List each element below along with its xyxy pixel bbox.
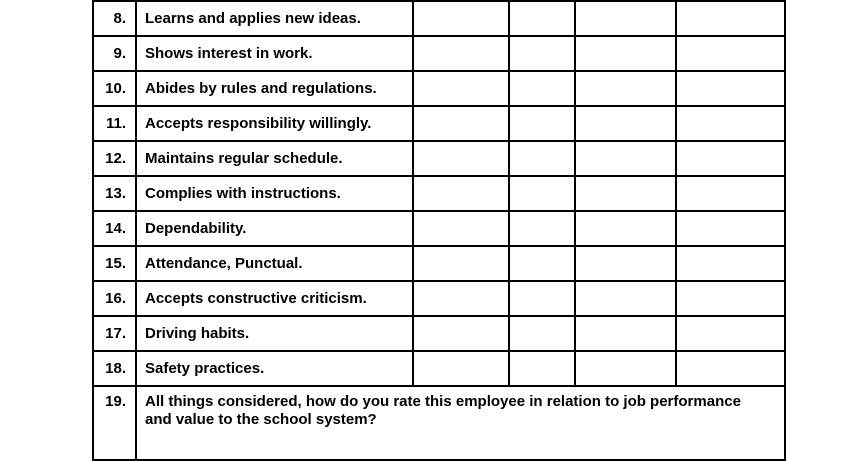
item-number: 10. bbox=[93, 71, 136, 106]
item-label: Accepts responsibility willingly. bbox=[136, 106, 413, 141]
item-number: 15. bbox=[93, 246, 136, 281]
rating-cell[interactable] bbox=[509, 1, 575, 36]
rating-cell[interactable] bbox=[413, 351, 509, 386]
item-label: Driving habits. bbox=[136, 316, 413, 351]
item-number: 19. bbox=[93, 386, 136, 460]
rating-cell[interactable] bbox=[509, 71, 575, 106]
rating-cell[interactable] bbox=[575, 351, 676, 386]
rating-cell[interactable] bbox=[676, 211, 785, 246]
rating-cell[interactable] bbox=[413, 281, 509, 316]
item-number: 17. bbox=[93, 316, 136, 351]
rating-cell[interactable] bbox=[413, 176, 509, 211]
table-row bbox=[93, 211, 785, 246]
overall-rating-question: All things considered, how do you rate this employee in relation to job performance and value to the school system? bbox=[136, 386, 785, 460]
rating-cell[interactable] bbox=[676, 281, 785, 316]
item-number: 12. bbox=[93, 141, 136, 176]
table-row bbox=[93, 386, 785, 460]
rating-cell[interactable] bbox=[676, 1, 785, 36]
rating-cell[interactable] bbox=[509, 36, 575, 71]
rating-cell[interactable] bbox=[676, 351, 785, 386]
item-label: Shows interest in work. bbox=[136, 36, 413, 71]
table-row bbox=[93, 71, 785, 106]
item-label: Maintains regular schedule. bbox=[136, 141, 413, 176]
rating-cell[interactable] bbox=[413, 71, 509, 106]
rating-cell[interactable] bbox=[413, 1, 509, 36]
table-row bbox=[93, 36, 785, 71]
rating-cell[interactable] bbox=[575, 36, 676, 71]
item-label: Accepts constructive criticism. bbox=[136, 281, 413, 316]
item-number: 9. bbox=[93, 36, 136, 71]
table-row bbox=[93, 1, 785, 36]
table-row bbox=[93, 281, 785, 316]
table-row bbox=[93, 176, 785, 211]
rating-cell[interactable] bbox=[676, 246, 785, 281]
rating-cell[interactable] bbox=[676, 176, 785, 211]
table-row bbox=[93, 141, 785, 176]
rating-cell[interactable] bbox=[575, 141, 676, 176]
evaluation-table bbox=[92, 0, 786, 461]
rating-cell[interactable] bbox=[575, 246, 676, 281]
rating-cell[interactable] bbox=[676, 316, 785, 351]
rating-cell[interactable] bbox=[575, 211, 676, 246]
rating-cell[interactable] bbox=[575, 106, 676, 141]
table-row bbox=[93, 106, 785, 141]
table-row bbox=[93, 316, 785, 351]
rating-cell[interactable] bbox=[509, 246, 575, 281]
rating-cell[interactable] bbox=[676, 106, 785, 141]
rating-cell[interactable] bbox=[413, 36, 509, 71]
item-label: Attendance, Punctual. bbox=[136, 246, 413, 281]
rating-cell[interactable] bbox=[413, 106, 509, 141]
item-number: 18. bbox=[93, 351, 136, 386]
item-number: 16. bbox=[93, 281, 136, 316]
item-number: 14. bbox=[93, 211, 136, 246]
rating-cell[interactable] bbox=[575, 316, 676, 351]
rating-cell[interactable] bbox=[575, 281, 676, 316]
rating-cell[interactable] bbox=[575, 71, 676, 106]
rating-cell[interactable] bbox=[676, 36, 785, 71]
rating-cell[interactable] bbox=[575, 1, 676, 36]
rating-cell[interactable] bbox=[509, 316, 575, 351]
table-row bbox=[93, 351, 785, 386]
rating-cell[interactable] bbox=[509, 211, 575, 246]
table-row bbox=[93, 246, 785, 281]
rating-cell[interactable] bbox=[676, 71, 785, 106]
rating-cell[interactable] bbox=[575, 176, 676, 211]
item-number: 13. bbox=[93, 176, 136, 211]
item-label: Abides by rules and regulations. bbox=[136, 71, 413, 106]
rating-cell[interactable] bbox=[413, 211, 509, 246]
rating-cell[interactable] bbox=[413, 246, 509, 281]
rating-cell[interactable] bbox=[509, 106, 575, 141]
item-label: Safety practices. bbox=[136, 351, 413, 386]
rating-cell[interactable] bbox=[509, 141, 575, 176]
rating-cell[interactable] bbox=[676, 141, 785, 176]
rating-cell[interactable] bbox=[509, 281, 575, 316]
rating-cell[interactable] bbox=[413, 316, 509, 351]
item-number: 8. bbox=[93, 1, 136, 36]
item-label: Learns and applies new ideas. bbox=[136, 1, 413, 36]
rating-cell[interactable] bbox=[509, 176, 575, 211]
rating-cell[interactable] bbox=[413, 141, 509, 176]
item-label: Dependability. bbox=[136, 211, 413, 246]
item-label: Complies with instructions. bbox=[136, 176, 413, 211]
item-number: 11. bbox=[93, 106, 136, 141]
rating-cell[interactable] bbox=[509, 351, 575, 386]
